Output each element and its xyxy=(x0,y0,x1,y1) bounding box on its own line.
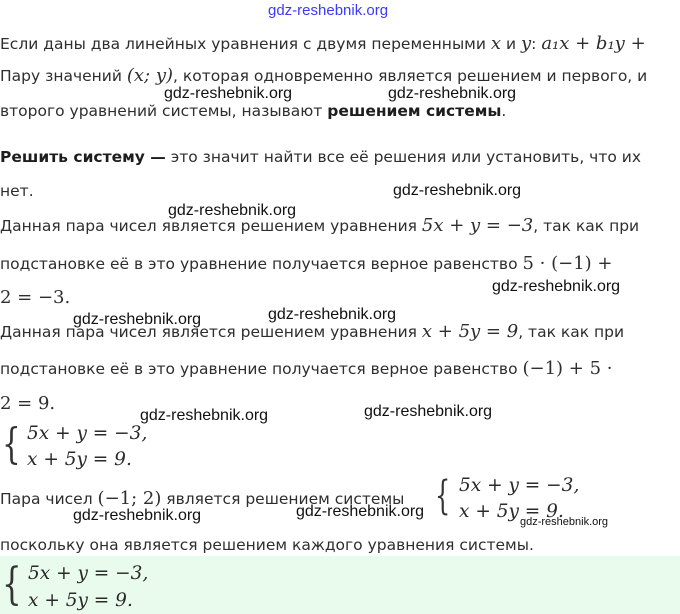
system-equation-2: x + 5y = 9. xyxy=(27,449,132,470)
text-segment: . xyxy=(501,102,507,120)
equation-system-answer xyxy=(2,560,222,614)
watermark: gdz-reshebnik.org xyxy=(520,516,609,528)
substitution-2: (−1) + 5 · xyxy=(522,358,613,379)
definition-line-3 xyxy=(0,101,506,121)
check-eq2-line-2 xyxy=(0,359,612,379)
equation-fragment: a₁x + b₁y + xyxy=(541,33,646,54)
equality-2: 2 = 9. xyxy=(0,393,56,414)
text-segment: Пару значений xyxy=(0,67,127,85)
var-x: x xyxy=(490,33,502,54)
watermark: gdz-reshebnik.org xyxy=(296,503,425,520)
watermark: gdz-reshebnik.org xyxy=(388,85,517,102)
system-equation-1: 5x + y = −3, xyxy=(459,475,580,496)
watermark-top: gdz-reshebnik.org xyxy=(268,2,389,19)
equation-1: 5x + y = −3 xyxy=(421,215,534,236)
text-segment: , так как при xyxy=(518,323,625,341)
pair-minus1-2: (−1; 2) xyxy=(97,488,162,509)
text-segment: и xyxy=(501,35,521,53)
text-segment: нет. xyxy=(0,182,34,200)
equation-system-1 xyxy=(2,420,202,472)
watermark: gdz-reshebnik.org xyxy=(164,85,293,102)
text-segment: , которая одновременно является решением и первого, и xyxy=(173,67,648,85)
equation-2: x + 5y = 9 xyxy=(421,321,519,342)
watermark: gdz-reshebnik.org xyxy=(73,311,202,328)
term-solve-system: Решить систему — xyxy=(0,148,166,166)
pair-xy: (x; y) xyxy=(126,65,174,86)
watermark: gdz-reshebnik.org xyxy=(268,306,397,323)
system-equation-2: x + 5y = 9. xyxy=(28,590,133,611)
solve-system-line-2 xyxy=(0,181,34,201)
text-segment: поскольку она является решением каждого уравнения системы. xyxy=(0,536,534,554)
watermark: gdz-reshebnik.org xyxy=(73,507,202,524)
text-segment: подстановке её в это уравнение получается верное равенство xyxy=(0,255,523,273)
watermark: gdz-reshebnik.org xyxy=(393,182,522,199)
text-segment: это значит найти все её решения или установить, что их xyxy=(165,148,642,166)
conclusion-line xyxy=(0,535,534,555)
term-solution-of-system: решением системы xyxy=(327,102,502,120)
solve-system-line-1 xyxy=(0,147,641,167)
definition-line-2 xyxy=(0,66,647,86)
text-segment: подстановке её в это уравнение получается верное равенство xyxy=(0,360,523,378)
text-segment: Если даны два линейных уравнения с двумя переменными xyxy=(0,35,491,53)
text-segment: является решением системы xyxy=(161,490,405,508)
watermark: gdz-reshebnik.org xyxy=(364,403,493,420)
watermark: gdz-reshebnik.org xyxy=(492,278,621,295)
text-segment: второго уравнений системы, называют xyxy=(0,102,328,120)
check-eq2-line-3 xyxy=(0,394,55,414)
text-segment: : xyxy=(531,35,542,53)
definition-line-1 xyxy=(0,34,646,54)
text-segment: Пара чисел xyxy=(0,490,98,508)
brace-icon: { xyxy=(2,559,22,610)
check-eq1-line-1 xyxy=(0,216,639,236)
equality-1: 2 = −3. xyxy=(0,287,71,308)
system-equation-1: 5x + y = −3, xyxy=(28,563,149,584)
text-segment: , так как при xyxy=(533,217,640,235)
check-eq1-line-3 xyxy=(0,288,70,308)
text-segment: Данная пара чисел является решением уравнения xyxy=(0,217,422,235)
var-y: y xyxy=(520,33,532,54)
substitution-1: 5 · (−1) + xyxy=(522,253,613,274)
brace-icon: { xyxy=(2,419,21,468)
check-eq1-line-2 xyxy=(0,254,612,274)
system-equation-1: 5x + y = −3, xyxy=(27,423,148,444)
text-segment: Данная пара чисел является решением уравнения xyxy=(0,323,422,341)
brace-icon: { xyxy=(435,473,451,519)
watermark: gdz-reshebnik.org xyxy=(140,407,269,424)
system-equation-2: x + 5y = 9. xyxy=(459,501,564,522)
watermark: gdz-reshebnik.org xyxy=(168,202,297,219)
